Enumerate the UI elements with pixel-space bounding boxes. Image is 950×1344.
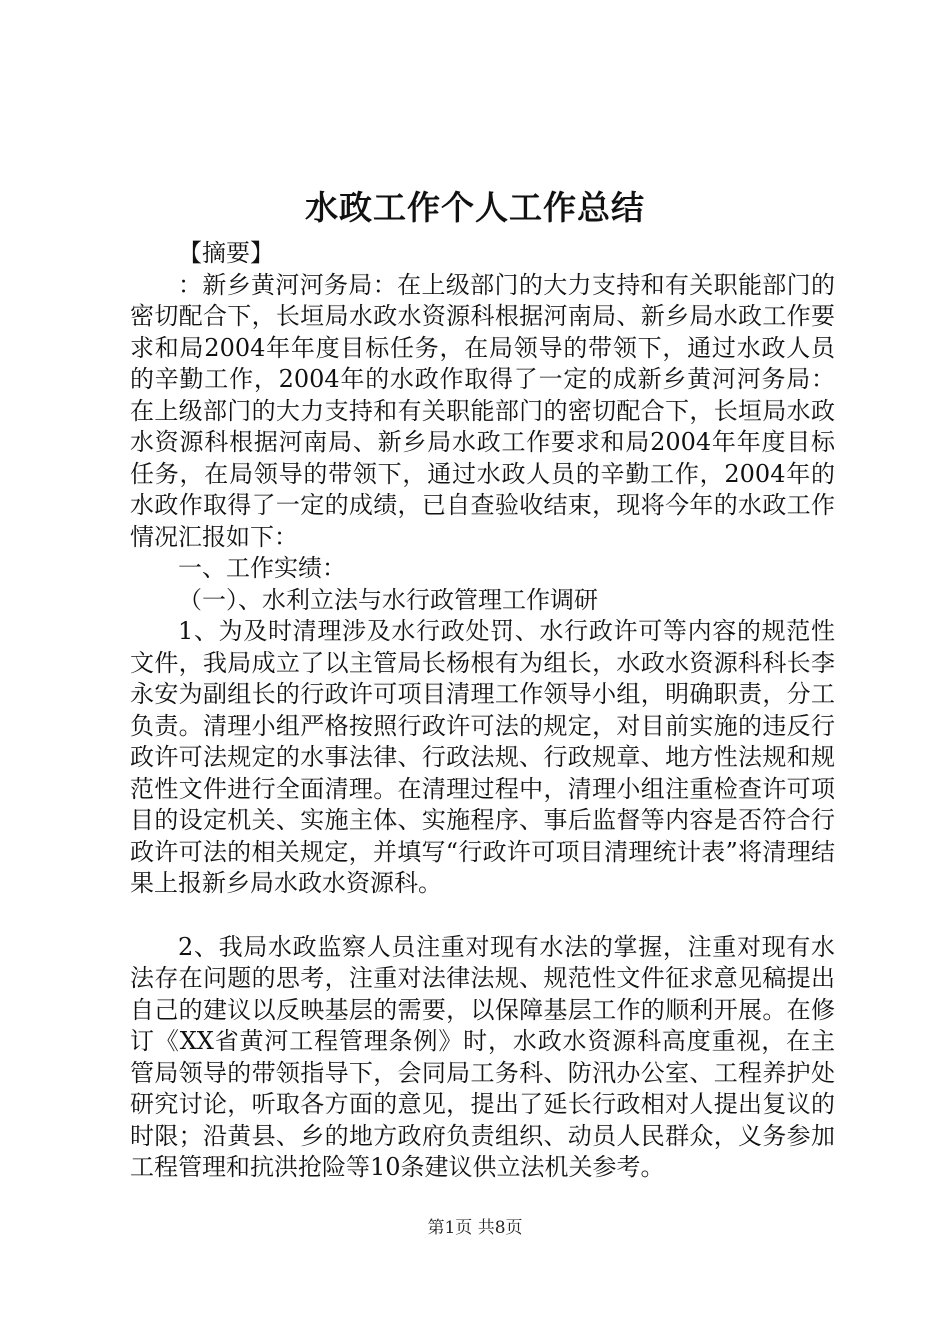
section-heading: 一、工作实绩： bbox=[178, 554, 346, 582]
body-paragraph-2: 2、我局水政监察人员注重对现有水法的掌握，注重对现有水法存在问题的思考，注重对法律法规、规范性文件征求意见稿提出自己的建议以反映基层的需要，以保障基层工作的顺利开展。在修订《XX省黄河工程管理条例》时，水政水资源科高度重视，在主管局领导的带领指导下，会同局工务科、防汛办公室、工程养护处研究讨论，听取各方面的意见，提出了延长行政相对人提出复议的时限；沿黄县、乡的地方政府负责组织、动员人民群众，义务参加工程管理和抗洪抢险等10条建议供立法机关参考。 bbox=[130, 932, 835, 1181]
subsection-heading: （一）、水利立法与水行政管理工作调研 bbox=[178, 585, 598, 614]
abstract-heading: 【摘要】 bbox=[178, 239, 274, 267]
body-paragraph-1: 1、为及时清理涉及水行政处罚、水行政许可等内容的规范性文件，我局成立了以主管局长杨根有为组长，水政水资源科科长李永安为副组长的行政许可项目清理工作领导小组，明确职责，分工负责。清理小组严格按照行政许可法的规定，对目前实施的违反行政许可法规定的水事法律、行政法规、行政规章、地方性法规和规范性文件进行全面清理。在清理过程中，清理小组注重检查许可项目的设定机关、实施主体、实施程序、事后监督等内容是否符合行政许可法的相关规定，并填写“行政许可项目清理统计表”将清理结果上报新乡局水政水资源科。 bbox=[130, 617, 835, 897]
document-body bbox=[130, 238, 835, 1184]
abstract-paragraph: ：新乡黄河河务局：在上级部门的大力支持和有关职能部门的密切配合下，长垣局水政水资源科根据河南局、新乡局水政工作要求和局2004年年度目标任务，在局领导的带领下，通过水政人员的辛勤工作，2004年的水政作取得了一定的成新乡黄河河务局：在上级部门的大力支持和有关职能部门的密切配合下，长垣局水政水资源科根据河南局、新乡局水政工作要求和局2004年年度目标任务，在局领导的带领下，通过水政人员的辛勤工作，2004年的水政作取得了一定的成绩，已自查验收结束，现将今年的水政工作情况汇报如下： bbox=[130, 270, 835, 551]
page-footer: 第1页 共8页 bbox=[427, 1218, 523, 1238]
document-title: 水政工作个人工作总结 bbox=[305, 188, 645, 227]
